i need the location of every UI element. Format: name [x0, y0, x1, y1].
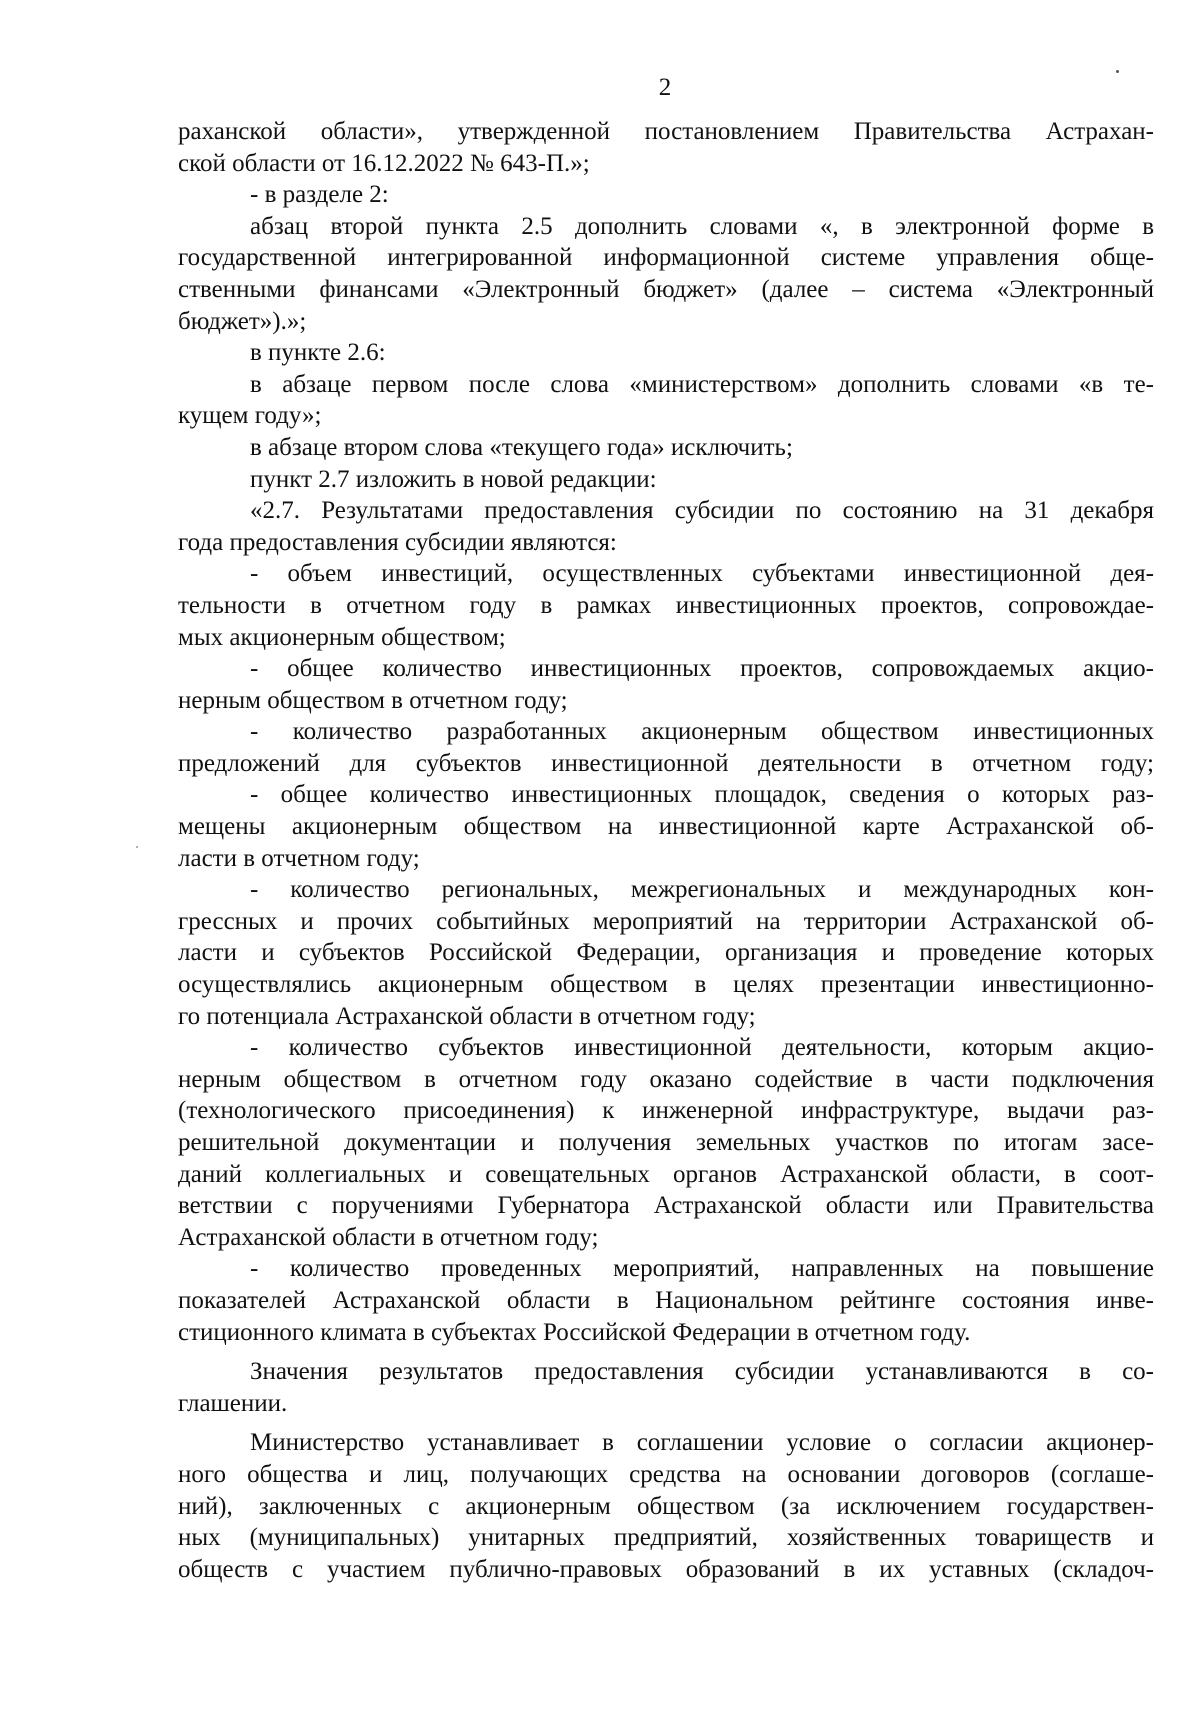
text-line: ласти и субъектов Российской Федерации, организация и проведение которых	[178, 939, 1154, 967]
text-line: (технологического присоединения) к инженерной инфраструктуре, выдачи раз-	[178, 1097, 1154, 1125]
text-line: ственными финансами «Электронный бюджет» (далее – система «Электронный	[178, 275, 1154, 303]
text-line: «2.7. Результатами предоставления субсидии по состоянию на 31 декабря	[250, 497, 1154, 525]
scan-speck	[136, 846, 138, 848]
text-line: стиционного климата в субъектах Российской Федерации в отчетном году.	[178, 1318, 971, 1346]
text-line: года предоставления субсидии являются:	[178, 528, 617, 556]
page-number: 2	[658, 74, 672, 101]
text-line: даний коллегиальных и совещательных органов Астраханской области, в соот-	[178, 1160, 1154, 1188]
text-line: в абзаце первом после слова «министерством» дополнить словами «в те-	[250, 370, 1154, 398]
text-line: - количество разработанных акционерным обществом инвестиционных	[250, 718, 1154, 746]
text-line: - общее количество инвестиционных площадок, сведения о которых раз-	[250, 781, 1154, 809]
text-line: пункт 2.7 изложить в новой редакции:	[250, 465, 657, 493]
text-line: государственной интегрированной информационной системе управления обще-	[178, 244, 1154, 272]
text-line: ных (муниципальных) унитарных предприятий, хозяйственных товариществ и	[178, 1524, 1154, 1552]
text-line: ветствии с поручениями Губернатора Астраханской области или Правительства	[178, 1192, 1154, 1220]
text-line: предложений для субъектов инвестиционной деятельности в отчетном году;	[178, 749, 1154, 777]
text-line: грессных и прочих событийных мероприятий на территории Астраханской об-	[178, 907, 1154, 935]
text-line: Министерство устанавливает в соглашении условие о согласии акционер-	[250, 1429, 1154, 1457]
text-line: - в разделе 2:	[250, 181, 389, 209]
text-line: глашении.	[178, 1389, 288, 1417]
text-line: Значения результатов предоставления субсидии устанавливаются в со-	[250, 1358, 1154, 1386]
text-line: абзац второй пункта 2.5 дополнить словами «, в электронной форме в	[250, 212, 1154, 240]
text-line: осуществлялись акционерным обществом в целях презентации инвестиционно-	[178, 971, 1154, 999]
text-line: - общее количество инвестиционных проектов, сопровождаемых акцио-	[250, 655, 1154, 683]
text-line: тельности в отчетном году в рамках инвестиционных проектов, сопровождае-	[178, 591, 1154, 619]
text-line: мых акционерным обществом;	[178, 623, 506, 651]
text-line: - объем инвестиций, осуществленных субъектами инвестиционной дея-	[250, 560, 1154, 588]
text-line: - количество региональных, межрегиональных и международных кон-	[250, 876, 1154, 904]
text-line: - количество проведенных мероприятий, направленных на повышение	[250, 1255, 1154, 1283]
text-line: ской области от 16.12.2022 № 643-П.»;	[178, 149, 590, 177]
text-line: - количество субъектов инвестиционной деятельности, которым акцио-	[250, 1034, 1154, 1062]
scan-speck	[1116, 70, 1119, 73]
text-line: нерным обществом в отчетном году оказано содействие в части подключения	[178, 1065, 1154, 1093]
text-line: мещены акционерным обществом на инвестиционной карте Астраханской об-	[178, 813, 1154, 841]
text-line: ного общества и лиц, получающих средства на основании договоров (соглаше-	[178, 1460, 1154, 1488]
text-line: раханской области», утвержденной постановлением Правительства Астрахан-	[178, 118, 1154, 145]
text-line: решительной документации и получения земельных участков по итогам засе-	[178, 1129, 1154, 1156]
text-line: в пункте 2.6:	[250, 339, 386, 367]
text-line: в абзаце втором слова «текущего года» исключить;	[250, 433, 793, 461]
document-body	[178, 116, 1154, 1585]
text-line: показателей Астраханской области в Национальном рейтинге состояния инве-	[178, 1286, 1154, 1314]
text-line: кущем году»;	[178, 402, 322, 430]
text-line: бюджет»).»;	[178, 307, 307, 335]
text-line: ласти в отчетном году;	[178, 844, 420, 872]
text-line: Астраханской области в отчетном году;	[178, 1223, 599, 1251]
text-line: ний), заключенных с акционерным обществом (за исключением государствен-	[178, 1492, 1154, 1520]
text-line: нерным обществом в отчетном году;	[178, 686, 568, 714]
text-line: обществ с участием публично-правовых образований в их уставных (складоч-	[178, 1555, 1154, 1583]
text-line: го потенциала Астраханской области в отчетном году;	[178, 1002, 756, 1030]
